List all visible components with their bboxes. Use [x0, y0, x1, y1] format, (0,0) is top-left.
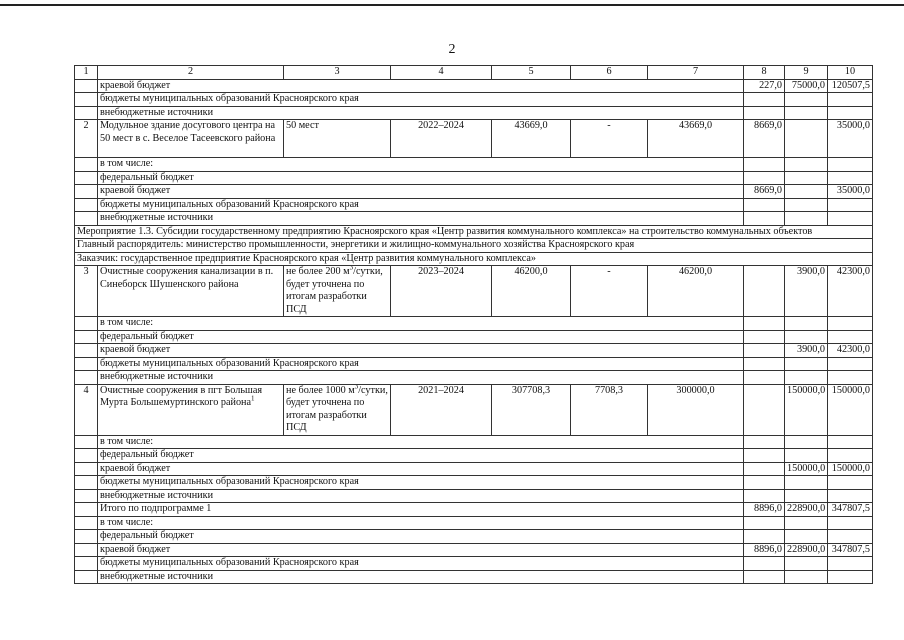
table-row [75, 543, 873, 557]
cell-value: - [571, 266, 648, 317]
cell-value: 43669,0 [648, 120, 744, 158]
row-number: 3 [75, 266, 98, 317]
row-label: внебюджетные источники [98, 371, 744, 385]
object-capacity: не более 200 $м^3$/сутки, будет уточнена по итогам разработки ПСД [284, 266, 391, 317]
row-label: бюджеты муниципальных образований Красноярского края [98, 198, 744, 212]
cell-value: 35000,0 [828, 185, 873, 199]
table-row [75, 557, 873, 571]
table-row [75, 516, 873, 530]
cell-value: 227,0 [744, 79, 785, 93]
table-row [75, 503, 873, 517]
row-label: краевой бюджет [98, 344, 744, 358]
header-cell: 5 [492, 66, 571, 80]
cell-value [744, 344, 785, 358]
cell-value: 46200,0 [648, 266, 744, 317]
table-row [75, 120, 873, 158]
object-capacity: 50 мест [284, 120, 391, 158]
table-row [75, 252, 873, 266]
row-label: в том числе: [98, 435, 744, 449]
table-row [75, 185, 873, 199]
table-row [75, 158, 873, 172]
table-row [75, 530, 873, 544]
row-label: федеральный бюджет [98, 449, 744, 463]
cell-value: 150000,0 [785, 384, 828, 435]
cell-value: 3900,0 [785, 266, 828, 317]
cell-value: 8669,0 [744, 185, 785, 199]
cell-value [744, 384, 785, 435]
table-row [75, 570, 873, 584]
cell-value: 46200,0 [492, 266, 571, 317]
table-row [75, 489, 873, 503]
row-label: краевой бюджет [98, 543, 744, 557]
header-cell: 2 [98, 66, 284, 80]
row-label: краевой бюджет [98, 185, 744, 199]
table-row [75, 435, 873, 449]
row-label: внебюджетные источники [98, 570, 744, 584]
budget-table [74, 65, 873, 584]
header-cell: 7 [648, 66, 744, 80]
row-label: внебюджетные источники [98, 489, 744, 503]
table-row [75, 171, 873, 185]
table-row [75, 462, 873, 476]
cell-value: 300000,0 [648, 384, 744, 435]
table-row [75, 212, 873, 226]
row-label: в том числе: [98, 317, 744, 331]
table-row [75, 225, 873, 239]
cell-value: 42300,0 [828, 266, 873, 317]
cell-value: 7708,3 [571, 384, 648, 435]
cell-value: 347807,5 [828, 543, 873, 557]
measure-customer: Заказчик: государственное предприятие Красноярского края «Центр развития коммунального комплекса» [75, 252, 873, 266]
header-cell: 6 [571, 66, 648, 80]
row-label: федеральный бюджет [98, 330, 744, 344]
cell-value: 228900,0 [785, 503, 828, 517]
row-number: 4 [75, 384, 98, 435]
cell-value: 150000,0 [828, 384, 873, 435]
object-capacity: не более 1000 $м^3$/сутки, будет уточнена по итогам разработки ПСД [284, 384, 391, 435]
cell-value: 347807,5 [828, 503, 873, 517]
table-row [75, 79, 873, 93]
cell-value: 42300,0 [828, 344, 873, 358]
object-years: 2023–2024 [391, 266, 492, 317]
table-row [75, 93, 873, 107]
top-border-line [0, 4, 904, 6]
header-row [75, 66, 873, 80]
total-label: Итого по подпрограмме 1 [98, 503, 744, 517]
cell-value: 150000,0 [828, 462, 873, 476]
object-years: 2022–2024 [391, 120, 492, 158]
table-row [75, 330, 873, 344]
cell-value: 8896,0 [744, 503, 785, 517]
cell-value: 8896,0 [744, 543, 785, 557]
table-row [75, 384, 873, 435]
cell-value: 228900,0 [785, 543, 828, 557]
table-row [75, 239, 873, 253]
measure-title: Мероприятие 1.3. Субсидии государственному предприятию Красноярского края «Центр развития коммунального комплекса» на строительство коммунальных объектов [75, 225, 873, 239]
row-label: краевой бюджет [98, 79, 744, 93]
cell-value: 3900,0 [785, 344, 828, 358]
page-number: 2 [448, 42, 456, 57]
row-label: бюджеты муниципальных образований Красноярского края [98, 557, 744, 571]
cell-value: 35000,0 [828, 120, 873, 158]
row-label: внебюджетные источники [98, 106, 744, 120]
row-label: федеральный бюджет [98, 530, 744, 544]
row-label: внебюджетные источники [98, 212, 744, 226]
table-row [75, 106, 873, 120]
cell-value: 120507,5 [828, 79, 873, 93]
table-row [75, 357, 873, 371]
row-number: 2 [75, 120, 98, 158]
table-row [75, 344, 873, 358]
header-cell: 9 [785, 66, 828, 80]
header-cell: 1 [75, 66, 98, 80]
row-label: федеральный бюджет [98, 171, 744, 185]
header-cell: 10 [828, 66, 873, 80]
row-label: в том числе: [98, 516, 744, 530]
object-name: Модульное здание досугового центра на 50 мест в с. Веселое Тасеевского района [98, 120, 284, 158]
object-name: Очистные сооружения канализации в п. Синеборск Шушенского района [98, 266, 284, 317]
cell-value [785, 185, 828, 199]
cell-value: - [571, 120, 648, 158]
cell-value [744, 462, 785, 476]
cell-value: 150000,0 [785, 462, 828, 476]
object-years: 2021–2024 [391, 384, 492, 435]
header-cell: 3 [284, 66, 391, 80]
table-row [75, 198, 873, 212]
cell-value: 43669,0 [492, 120, 571, 158]
cell-value: 75000,0 [785, 79, 828, 93]
row-label: бюджеты муниципальных образований Красноярского края [98, 357, 744, 371]
row-label: краевой бюджет [98, 462, 744, 476]
cell-value: 307708,3 [492, 384, 571, 435]
table-row [75, 449, 873, 463]
row-label: бюджеты муниципальных образований Красноярского края [98, 93, 744, 107]
row-label: бюджеты муниципальных образований Красноярского края [98, 476, 744, 490]
measure-manager: Главный распорядитель: министерство промышленности, энергетики и жилищно-коммунального хозяйства Красноярского края [75, 239, 873, 253]
header-cell: 8 [744, 66, 785, 80]
cell-value: 8669,0 [744, 120, 785, 158]
table-row [75, 266, 873, 317]
object-name: Очистные сооружения в пгт Большая Мурта Большемуртинского района$^1$ [98, 384, 284, 435]
table-row [75, 371, 873, 385]
cell-value [785, 120, 828, 158]
header-cell: 4 [391, 66, 492, 80]
cell-value [744, 266, 785, 317]
row-label: в том числе: [98, 158, 744, 172]
table-row [75, 317, 873, 331]
table-row [75, 476, 873, 490]
